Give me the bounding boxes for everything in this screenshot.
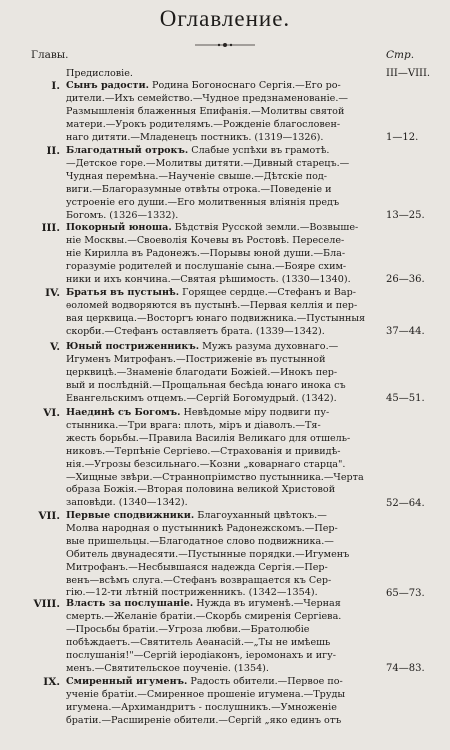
page-range: 37—44.: [386, 326, 425, 337]
chapter-summary: [66, 80, 373, 145]
summary-line: жесть борьбы.—Правила Василія Великаго для отшель-: [66, 432, 351, 444]
chapter-heading: Власть за послушаніе.: [66, 598, 194, 609]
summary-line: игумена.—Архимандритъ - послушникъ.—Умноженіе: [66, 701, 337, 713]
summary-line: гію.—12-ти лѣтній постриженникъ. (1342—1354).: [66, 587, 318, 599]
summary-line: вый и послѣдній.—Прощальная бесѣда юнаго инока съ: [66, 379, 346, 391]
chapter-summary: [66, 341, 373, 406]
chapter-number: IV.: [45, 287, 60, 299]
summary-line: заповѣди. (1340—1342).: [66, 497, 188, 509]
page-range: 1—12.: [386, 132, 419, 143]
chapter-heading: Благодатный отрокъ.: [66, 145, 189, 156]
summary-line: скорби.—Стефанъ оставляетъ брата. (1339—1342).: [66, 325, 325, 337]
page-range: 13—25.: [386, 210, 425, 221]
summary-line: наго дитяти.—Младенецъ постникъ. (1319—1326).: [66, 131, 324, 143]
summary-line: венъ—всѣмъ слуга.—Стефанъ возвращается къ Сер-: [66, 574, 332, 586]
summary-line: Сынъ радости. Родина Богоноснаго Сергія.—Его ро-: [66, 80, 341, 91]
chapter-number: I.: [51, 80, 60, 92]
chapter-summary: [66, 407, 373, 510]
chapter-number: III.: [41, 222, 60, 234]
summary-line: братіи.—Расширеніе обители.—Сергій „яко единъ отъ: [66, 714, 342, 726]
summary-line: виги.—Благоразумные отвѣты отрока.—Поведеніе и: [66, 183, 332, 195]
page-range: 52—64.: [386, 498, 425, 509]
chapter-summary: [66, 510, 373, 600]
summary-line: менъ.—Святительское поученіе. (1354).: [66, 662, 269, 674]
chapter-summary: [66, 145, 373, 222]
chapter-heading: Смиренный игуменъ.: [66, 676, 188, 687]
summary-line: Молва народная о пустынникѣ Радонежскомъ.—Пер-: [66, 522, 338, 534]
summary-line: церквицѣ.—Знаменіе благодати Божіей.—Инокъ пер-: [66, 366, 338, 378]
summary-line: —Просьбы братіи.—Угроза любви.—Братолюбіе: [66, 623, 310, 635]
chapter-heading: Юный постриженникъ.: [66, 341, 200, 352]
summary-line: Смиренный игуменъ. Радость обители.—Первое по-: [66, 676, 343, 687]
chapter-number: VII.: [38, 510, 60, 522]
summary-line: Митрофанъ.—Несбывшаяся надежда Сергія.—Пер-: [66, 561, 328, 573]
summary-line: ѳоломей водворяются въ пустынѣ.—Первая келлія и пер-: [66, 299, 358, 311]
chapter-number: V.: [50, 341, 60, 353]
summary-line: Чудная перемѣна.—Наученіе свыше.—Дѣтскіе под-: [66, 170, 328, 182]
summary-line: Размышленія блаженныя Епифанія.—Молитвы святой: [66, 105, 345, 117]
summary-line: матери.—Урокъ родителямъ.—Рожденіе благословен-: [66, 118, 341, 130]
summary-line: ученіе братіи.—Смиренное прошеніе игумена.—Труды: [66, 688, 346, 700]
summary-line: Первые сподвижники. Благоуханный цвѣтокъ.—: [66, 510, 327, 521]
chapter-heading: Братья въ пустынѣ.: [66, 287, 180, 298]
summary-line: Благодатный отрокъ. Слабые успѣхи въ грамотѣ.: [66, 145, 330, 156]
chapter-heading: Покорный юноша.: [66, 222, 172, 233]
chapter-number: VIII.: [33, 598, 60, 610]
summary-line: Братья въ пустынѣ. Горящее сердце.—Стефанъ и Вар-: [66, 287, 357, 298]
summary-line: устроеніе его души.—Его молитвенныя влiянія предъ: [66, 196, 340, 208]
chapter-summary: [66, 598, 373, 675]
chapter-heading: Первые сподвижники.: [66, 510, 195, 521]
summary-line: ники и ихъ кончина.—Святая рѣшимость. (1330—1340).: [66, 273, 351, 285]
summary-line: послушанія!"—Сергій іеродіаконъ, іеромонахъ и игу-: [66, 649, 337, 661]
summary-line: Юный постриженникъ. Мужъ разума духовнаго.—: [66, 341, 339, 352]
chapter-summary: [66, 676, 373, 728]
summary-line: Наединѣ съ Богомъ. Невѣдомые міру подвиги пу-: [66, 407, 330, 418]
summary-line: —Хищные звѣри.—Страннопріимство пустынника.—Черта: [66, 471, 364, 483]
page-range: 65—73.: [386, 588, 425, 599]
page-range: 45—51.: [386, 393, 425, 404]
summary-line: вая церквица.—Восторгъ юнаго подвижника.—Пустынныя: [66, 312, 366, 324]
summary-line: —Детское горе.—Молитвы дитяти.—Дивный старецъ.—: [66, 157, 350, 169]
chapter-heading: Наединѣ съ Богомъ.: [66, 407, 181, 418]
summary-line: Покорный юноша. Бѣдствія Русской земли.—Возвыше-: [66, 222, 359, 233]
summary-line: вые пришельцы.—Благодатное слово подвижника.—: [66, 535, 334, 547]
summary-line: Обитель двунадесяти.—Пустынные порядки.—Игуменъ: [66, 548, 350, 560]
summary-line: Игуменъ Митрофанъ.—Постриженіе въ пустынной: [66, 353, 326, 365]
chapter-number: IX.: [43, 676, 60, 688]
summary-line: ніе Кирилла въ Радонежъ.—Порывы юной души.—Бла-: [66, 247, 346, 259]
summary-line: никовъ.—Терпѣніе Сергіево.—Страхованія и привидѣ-: [66, 445, 341, 457]
summary-line: Евангельскимъ отцемъ.—Сергій Богомудрый. (1342).: [66, 392, 337, 404]
page-range: 26—36.: [386, 274, 425, 285]
column-header-pages: Стр.: [386, 49, 415, 61]
summary-line: дители.—Ихъ семейство.—Чудное предзнаменованіе.—: [66, 92, 348, 104]
chapter-number: II.: [46, 145, 60, 157]
summary-line: побѣждаетъ.—Святитель Аѳанасій.—„Ты не имѣешь: [66, 636, 331, 648]
chapter-summary: [66, 222, 373, 287]
page-range: III—VIII.: [386, 68, 431, 79]
summary-line: Богомъ. (1326—1332).: [66, 209, 179, 221]
chapter-number: VI.: [43, 407, 60, 419]
column-header-chapters: Главы.: [31, 49, 69, 61]
chapter-heading: Сынъ радости.: [66, 80, 149, 91]
chapter-summary: [66, 68, 373, 81]
chapter-summary: [66, 287, 373, 339]
summary-line: Предисловіе.: [66, 68, 133, 79]
summary-line: смерть.—Желаніе братіи.—Скорбь смиренія Сергіева.: [66, 610, 342, 622]
page-range: 74—83.: [386, 663, 425, 674]
summary-line: нія.—Угрозы безсильнаго.—Козни „коварнаго старца".: [66, 458, 346, 470]
ornament-divider: [195, 41, 255, 49]
summary-line: горазумiе родителей и послушаніе сына.—Бояре схим-: [66, 260, 347, 272]
page-title: Оглавление.: [159, 6, 291, 31]
summary-line: образа Божія.—Вторая половина великой Христовой: [66, 484, 336, 496]
summary-line: Власть за послушаніе. Нужда въ игуменѣ.—Черная: [66, 598, 341, 609]
summary-line: стынника.—Три врага: плоть, міръ и діаволъ.—Тя-: [66, 419, 321, 431]
summary-line: ніе Москвы.—Своеволія Кочевы въ Ростовѣ. Переселе-: [66, 234, 345, 246]
